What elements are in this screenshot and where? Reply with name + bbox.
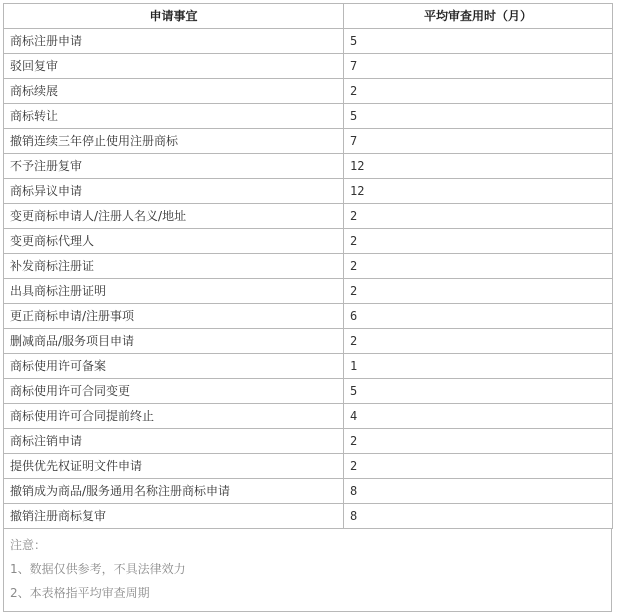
row-item: 提供优先权证明文件申请 [4,454,344,479]
table-row [4,179,613,204]
row-item: 商标注册申请 [4,29,344,54]
table-row [4,204,613,229]
row-months: 2 [344,254,613,279]
table-row [4,104,613,129]
row-item: 撤销注册商标复审 [4,504,344,529]
row-item: 撤销连续三年停止使用注册商标 [4,129,344,154]
table-row [4,479,613,504]
review-time-table-container [3,3,612,612]
table-row [4,229,613,254]
row-months: 12 [344,154,613,179]
row-months: 1 [344,354,613,379]
table-body [4,29,613,529]
row-item: 变更商标申请人/注册人名义/地址 [4,204,344,229]
header-period: 平均审查用时（月） [344,4,613,29]
row-months: 2 [344,329,613,354]
row-months: 8 [344,479,613,504]
row-months: 2 [344,204,613,229]
row-item: 商标异议申请 [4,179,344,204]
row-item: 商标转让 [4,104,344,129]
row-item: 商标使用许可合同提前终止 [4,404,344,429]
table-row [4,454,613,479]
row-months: 5 [344,379,613,404]
row-item: 变更商标代理人 [4,229,344,254]
row-item: 删减商品/服务项目申请 [4,329,344,354]
table-row [4,154,613,179]
row-months: 8 [344,504,613,529]
table-header-row [4,4,613,29]
row-months: 2 [344,229,613,254]
notes-line-1: 1、数据仅供参考，不具法律效力 [10,562,186,576]
row-item: 商标续展 [4,79,344,104]
row-months: 12 [344,179,613,204]
row-months: 6 [344,304,613,329]
row-item: 商标使用许可备案 [4,354,344,379]
review-time-table [3,3,613,529]
table-row [4,254,613,279]
table-row [4,379,613,404]
table-row [4,79,613,104]
notes-title: 注意： [10,538,47,552]
row-item: 商标注销申请 [4,429,344,454]
table-row [4,129,613,154]
row-item: 补发商标注册证 [4,254,344,279]
table-row [4,29,613,54]
table-row [4,504,613,529]
row-months: 2 [344,279,613,304]
row-months: 2 [344,79,613,104]
row-months: 7 [344,129,613,154]
row-item: 商标使用许可合同变更 [4,379,344,404]
table-row [4,404,613,429]
row-item: 不予注册复审 [4,154,344,179]
row-item: 撤销成为商品/服务通用名称注册商标申请 [4,479,344,504]
row-item: 驳回复审 [4,54,344,79]
notes-section [3,529,612,612]
row-months: 2 [344,454,613,479]
header-item: 申请事宜 [4,4,344,29]
row-months: 7 [344,54,613,79]
row-item: 出具商标注册证明 [4,279,344,304]
table-row [4,279,613,304]
table-row [4,304,613,329]
table-row [4,429,613,454]
row-months: 2 [344,429,613,454]
row-months: 5 [344,104,613,129]
notes-line-2: 2、本表格指平均审查周期 [10,586,150,600]
table-row [4,329,613,354]
table-row [4,54,613,79]
row-item: 更正商标申请/注册事项 [4,304,344,329]
row-months: 5 [344,29,613,54]
table-row [4,354,613,379]
row-months: 4 [344,404,613,429]
